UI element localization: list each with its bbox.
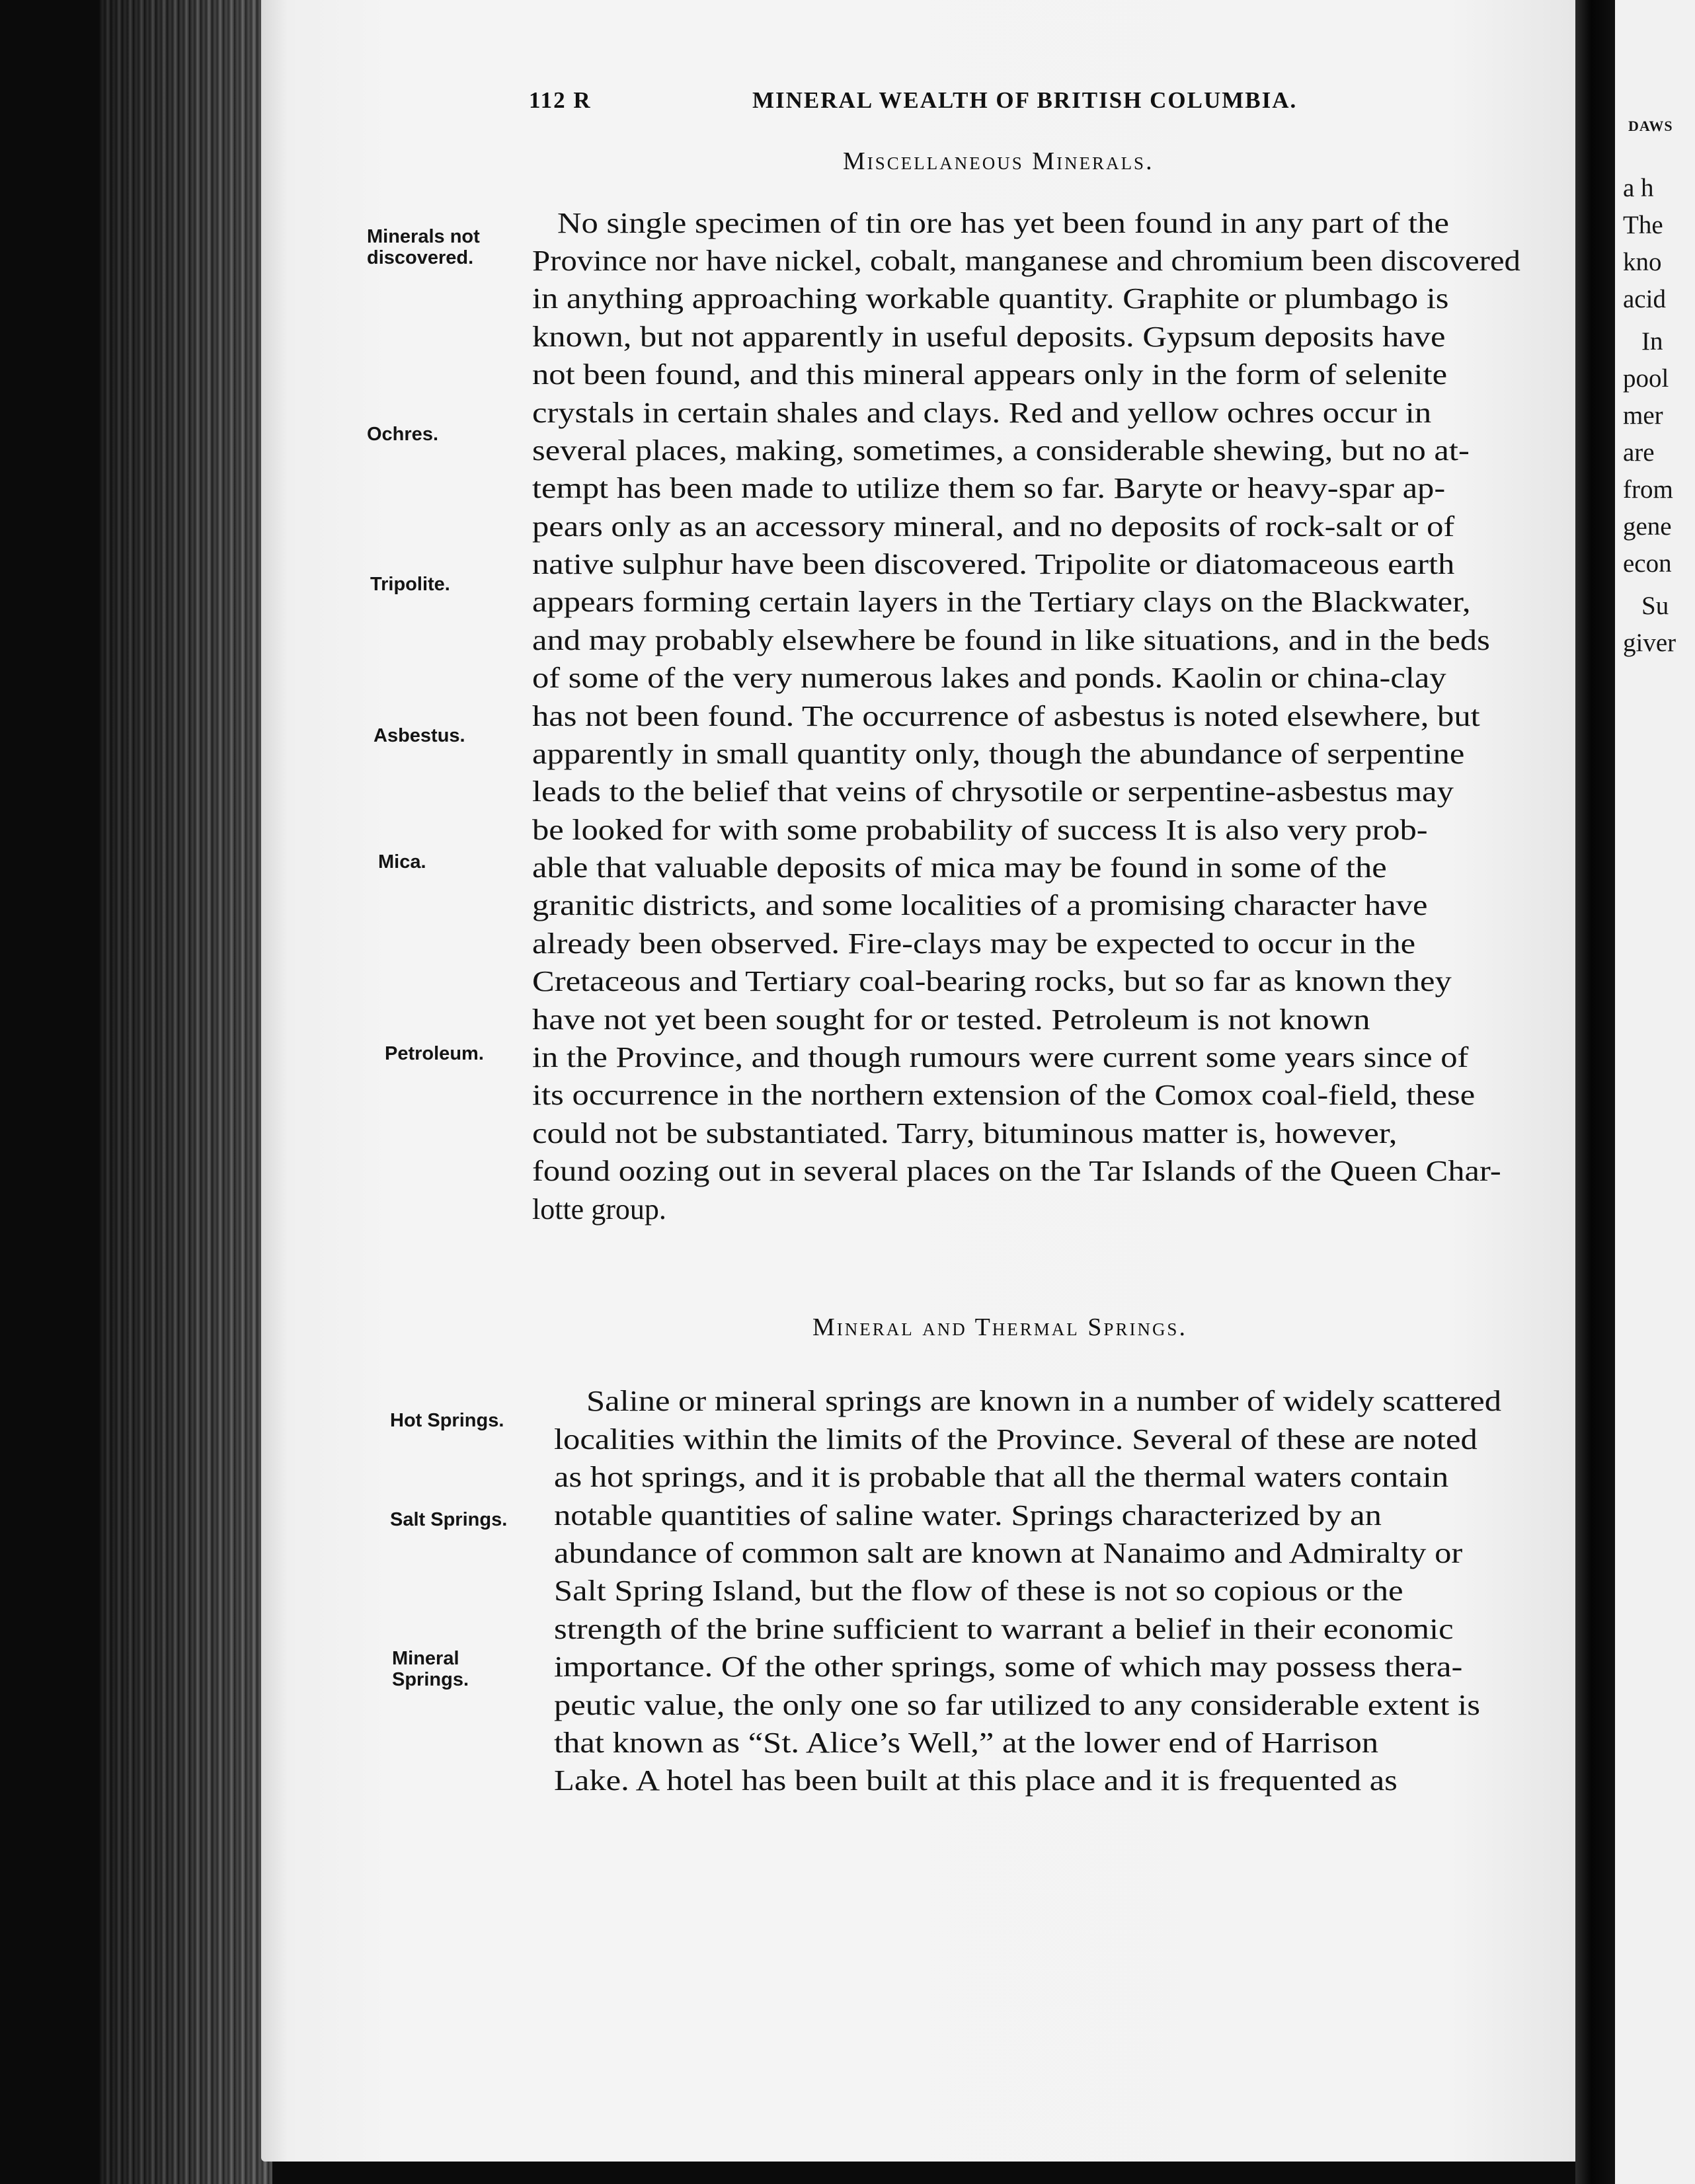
text-line: localities within the limits of the Province. Several of these are noted	[554, 1423, 1478, 1456]
text-line: Province nor have nickel, cobalt, manganese and chromium been discovered	[532, 245, 1520, 277]
text-line: native sulphur have been discovered. Tripolite or diatomaceous earth	[532, 548, 1455, 580]
section-title-miscellaneous-minerals: Miscellaneous Minerals.	[843, 147, 1154, 175]
margin-note-petroleum: Petroleum.	[385, 1043, 484, 1064]
text-line: able that valuable deposits of mica may be found in some of the	[532, 851, 1387, 884]
margin-note-salt-springs: Salt Springs.	[390, 1509, 508, 1530]
text-line: Lake. A hotel has been built at this place and it is frequented as	[554, 1764, 1398, 1797]
text-line: Cretaceous and Tertiary coal-bearing rocks, but so far as known they	[532, 965, 1452, 997]
facing-line: kno	[1623, 248, 1662, 276]
text-line: that known as “St. Alice’s Well,” at the lower end of Harrison	[554, 1727, 1379, 1759]
text-line: of some of the very numerous lakes and ponds. Kaolin or china-clay	[532, 662, 1446, 694]
facing-line: a h	[1623, 174, 1654, 202]
facing-line: In	[1641, 327, 1663, 356]
facing-line: gene	[1623, 512, 1672, 541]
text-line: its occurrence in the northern extension of the Comox coal-field, these	[532, 1079, 1476, 1111]
facing-line: pool	[1623, 364, 1669, 393]
text-line: could not be substantiated. Tarry, bituminous matter is, however,	[532, 1117, 1398, 1150]
margin-note-tripolite: Tripolite.	[370, 574, 450, 595]
facing-header-fragment: DAWS	[1628, 118, 1673, 134]
text-line: Saline or mineral springs are known in a number of widely scattered	[586, 1385, 1502, 1417]
text-line: found oozing out in several places on the Tar Islands of the Queen Char-	[532, 1155, 1501, 1187]
text-line: several places, making, sometimes, a considerable shewing, but no at-	[532, 434, 1470, 467]
text-line: peutic value, the only one so far utilized to any considerable extent is	[554, 1689, 1480, 1721]
text-line: not been found, and this mineral appears only in the form of selenite	[532, 358, 1448, 391]
text-line: Salt Spring Island, but the flow of these is not so copious or the	[554, 1575, 1403, 1607]
facing-page-fragment	[1615, 0, 1695, 2184]
facing-line: from	[1623, 475, 1673, 504]
margin-note-hot-springs: Hot Springs.	[390, 1410, 504, 1431]
text-line: granitic districts, and some localities of a promising character have	[532, 889, 1428, 921]
text-line: appears forming certain layers in the Tertiary clays on the Blackwater,	[532, 586, 1471, 618]
text-line: tempt has been made to utilize them so far. Baryte or heavy-spar ap-	[532, 472, 1446, 504]
section-title-mineral-thermal-springs: Mineral and Thermal Springs.	[812, 1313, 1187, 1341]
book-gutter	[1575, 0, 1615, 2184]
text-line: notable quantities of saline water. Springs characterized by an	[554, 1499, 1382, 1532]
text-line: and may probably elsewhere be found in like situations, and in the beds	[532, 624, 1490, 656]
page-number: 112 R	[529, 87, 592, 113]
margin-note-ochres: Ochres.	[367, 424, 438, 445]
margin-note-asbestus: Asbestus.	[374, 725, 465, 746]
left-page	[261, 0, 1575, 2162]
margin-note-mineral-springs: Mineral Springs.	[392, 1648, 469, 1690]
text-line: pears only as an accessory mineral, and no deposits of rock-salt or of	[532, 510, 1455, 543]
text-line: importance. Of the other springs, some of which may possess thera-	[554, 1651, 1463, 1683]
text-line: known, but not apparently in useful deposits. Gypsum deposits have	[532, 321, 1446, 353]
facing-line: The	[1623, 211, 1663, 239]
facing-line: mer	[1623, 401, 1663, 430]
running-title: MINERAL WEALTH OF BRITISH COLUMBIA.	[752, 87, 1298, 113]
text-line: crystals in certain shales and clays. Red and yellow ochres occur in	[532, 397, 1432, 429]
facing-line: acid	[1623, 285, 1666, 313]
facing-line: econ	[1623, 549, 1672, 578]
margin-note-mica: Mica.	[378, 851, 426, 873]
text-line: in the Province, and though rumours were current some years since of	[532, 1041, 1469, 1073]
facing-line: are	[1623, 438, 1655, 467]
text-line: abundance of common salt are known at Nanaimo and Admiralty or	[554, 1537, 1463, 1569]
text-line: strength of the brine sufficient to warrant a belief in their economic	[554, 1613, 1454, 1645]
text-line: apparently in small quantity only, though the abundance of serpentine	[532, 738, 1465, 770]
margin-note-minerals-not-discovered: Minerals not discovered.	[367, 226, 480, 268]
facing-line: Su	[1641, 592, 1669, 620]
facing-line: giver	[1623, 629, 1676, 657]
text-line: already been observed. Fire-clays may be expected to occur in the	[532, 927, 1416, 960]
text-line: leads to the belief that veins of chrysotile or serpentine-asbestus may	[532, 775, 1454, 808]
text-line: have not yet been sought for or tested. Petroleum is not known	[532, 1003, 1370, 1036]
text-line: No single specimen of tin ore has yet been found in any part of the	[557, 207, 1449, 239]
page-edges-shadow	[99, 0, 272, 2184]
text-line: has not been found. The occurrence of asbestus is noted elsewhere, but	[532, 700, 1480, 732]
text-line: as hot springs, and it is probable that all the thermal waters contain	[554, 1461, 1449, 1493]
text-line: be looked for with some probability of success It is also very prob-	[532, 814, 1428, 846]
text-line: lotte group.	[532, 1193, 666, 1226]
text-line: in anything approaching workable quantity. Graphite or plumbago is	[532, 282, 1449, 315]
